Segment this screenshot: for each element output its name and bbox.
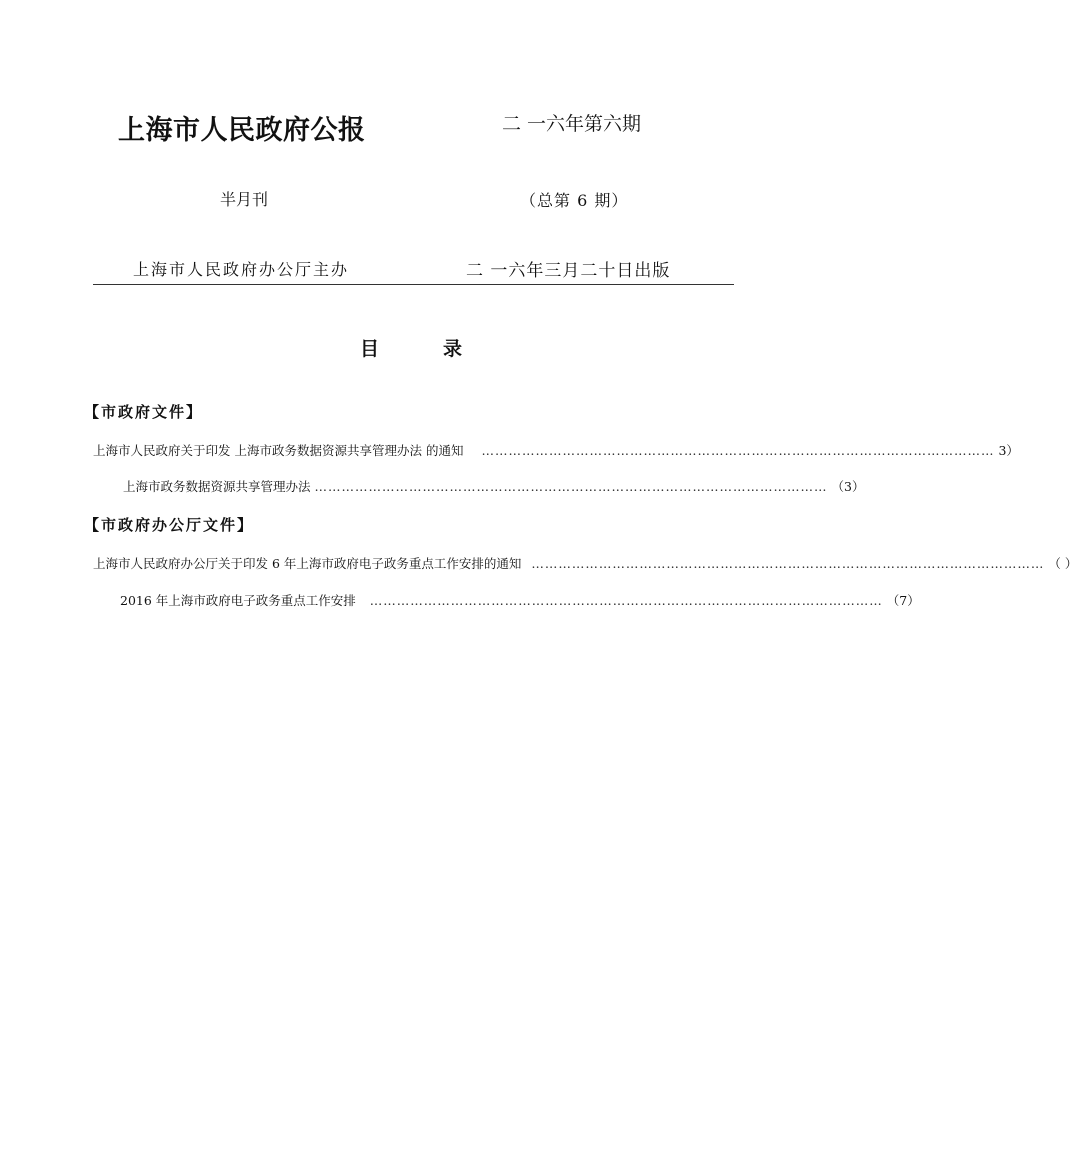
section-heading-municipal-documents: 【市政府文件】 — [84, 403, 204, 421]
publication-date: 二 一六年三月二十日出版 — [466, 261, 671, 281]
toc-entry-text: 上海市政务数据资源共享管理办法 — [123, 479, 311, 494]
toc-entry-leader: …………………………………………………………………………………………………… — [369, 592, 883, 608]
toc-title-part2: 录 — [443, 338, 463, 360]
issue-number: 二 一六年第六期 — [502, 113, 642, 135]
toc-entry[interactable] — [120, 591, 920, 609]
toc-entry-leader: …………………………………………………………………………………………………… — [481, 442, 995, 458]
header-divider — [93, 284, 734, 285]
bulletin-title: 上海市人民政府公报 — [118, 115, 366, 146]
toc-entry[interactable] — [93, 441, 1019, 459]
toc-entry-leader: …………………………………………………………………………………………………… — [531, 555, 1045, 571]
toc-entry-page: （3） — [831, 479, 865, 494]
total-issue-number: （总第 6 期） — [520, 191, 629, 210]
toc-entry-text: 上海市人民政府办公厅关于印发 6 年上海市政府电子政务重点工作安排的通知 — [93, 556, 522, 571]
toc-entry[interactable] — [93, 554, 1077, 572]
toc-title-part1: 目 — [360, 338, 380, 360]
sponsor-line: 上海市人民政府办公厅主办 — [133, 260, 350, 279]
toc-entry-page: （ ） — [1048, 556, 1077, 571]
toc-entry-page: 3） — [998, 443, 1019, 458]
toc-entry-leader: …………………………………………………………………………………………………… — [314, 478, 828, 494]
toc-entry-text: 2016 年上海市政府电子政务重点工作安排 — [120, 593, 356, 608]
toc-title — [360, 334, 462, 361]
toc-entry[interactable] — [123, 477, 865, 495]
toc-entry-page: （7） — [886, 593, 920, 608]
toc-entry-text: 上海市人民政府关于印发 上海市政务数据资源共享管理办法 的通知 — [93, 443, 464, 458]
publication-frequency: 半月刊 — [220, 190, 269, 209]
section-heading-office-documents: 【市政府办公厅文件】 — [84, 516, 255, 534]
